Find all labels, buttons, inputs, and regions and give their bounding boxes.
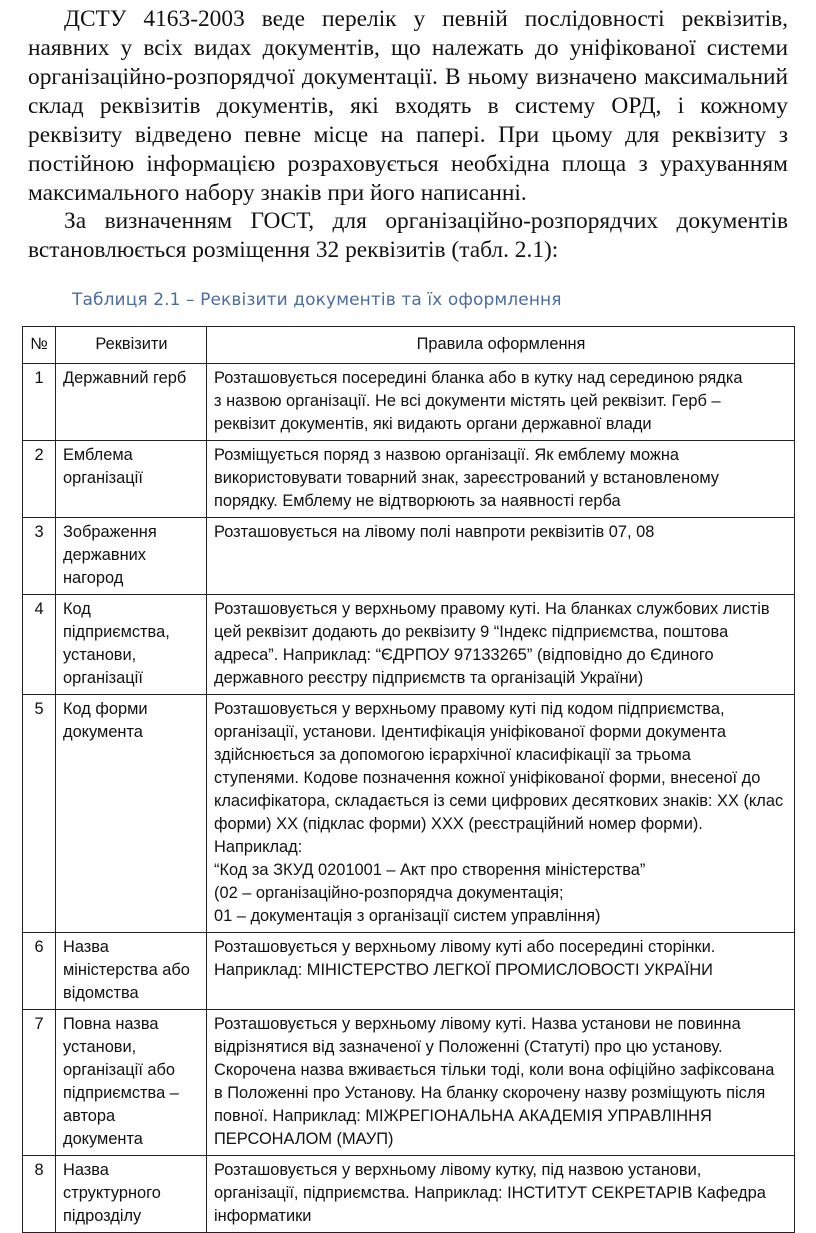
requisite-name: Назва структурного підрозділу — [56, 1156, 207, 1233]
row-number: 7 — [23, 1010, 56, 1156]
row-number: 6 — [23, 933, 56, 1010]
table-header-row — [23, 327, 795, 364]
table-row — [23, 595, 795, 695]
requisite-name: Повна назва установи, організації або підприємства – автора документа — [56, 1010, 207, 1156]
requisite-rule: Розташовується у верхньому лівому куті. Назва установи не повинна відрізнятися від зазначеної у Положенні (Статуті) про цю установу. Скорочена назва вживається тільки тоді, коли вона офіційно зафіксована в Положенні про Установу. На бланку скорочену назву розміщують після повної. Наприклад: МІЖРЕГІОНАЛЬНА АКАДЕМІЯ УПРАВЛІННЯ ПЕРСОНАЛОМ (МАУП) — [207, 1010, 795, 1156]
requisite-rule: Розташовується у верхньому правому куті. На бланках службових листів цей реквізит додають до реквізиту 9 “Індекс підприємства, поштова адреса”. Наприклад: “ЄДРПОУ 97133265” (відповідно до Єдиного державного реєстру підприємств та організацій України) — [207, 595, 795, 695]
gost-paragraph: За визначенням ГОСТ, для організаційно-розпорядчих документів встановлюється розміщення 32 реквізитів (табл. 2.1): — [28, 208, 788, 263]
table-row — [23, 695, 795, 933]
requisite-name: Код форми документа — [56, 695, 207, 933]
header-requisites: Реквізити — [56, 327, 207, 364]
table-row — [23, 933, 795, 1010]
table-row — [23, 441, 795, 518]
requisite-name: Назва міністерства або відомства — [56, 933, 207, 1010]
requisite-name: Код підприємства, установи, організації — [56, 595, 207, 695]
table-caption: Таблиця 2.1 – Реквізити документів та їх оформлення — [72, 290, 562, 310]
intro-paragraph: ДСТУ 4163-2003 веде перелік у певній послідовності реквізитів, наявних у всіх видах документів, що належать до уніфікованої системи організаційно-розпорядчої документації. В ньому визначено максимальний склад реквізитів документів, які входять в систему ОРД, і кожному реквізиту відведено певне місце на папері. При цьому для реквізиту з постійною інформацією розраховується необхідна площа з урахуванням максимального набору знаків при його написанні. — [28, 6, 788, 206]
row-number: 2 — [23, 441, 56, 518]
header-number: № — [23, 327, 56, 364]
table-row — [23, 1010, 795, 1156]
requisites-table — [22, 326, 795, 1233]
requisite-name: Емблема організації — [56, 441, 207, 518]
row-number: 8 — [23, 1156, 56, 1233]
row-number: 4 — [23, 595, 56, 695]
row-number: 3 — [23, 518, 56, 595]
requisite-rule: Розташовується на лівому полі навпроти реквізитів 07, 08 — [207, 518, 795, 595]
header-rules: Правила оформлення — [207, 327, 795, 364]
requisite-rule: Розташовується у верхньому правому куті під кодом підприємства, організації, установи. Ідентифікація уніфікованої форми документа здійснюється за допомогою ієрархічної класифікації за трьома ступенями. Кодове позначення кожної уніфікованої форми, внесеної до класифікатора, складається із семи цифрових десяткових знаків: XX (клас форми) XX (підклас форми) XXX (реєстраційний номер форми). Наприклад: “Код за ЗКУД 0201001 – Акт про створення міністерства” (02 – організаційно-розпорядча документація; 01 – документація з організації систем управління) — [207, 695, 795, 933]
requisite-rule: Розташовується у верхньому лівому кутку, під назвою установи, організації, підприємства. Наприклад: ІНСТИТУТ СЕКРЕТАРІВ Кафедра інформатики — [207, 1156, 795, 1233]
requisite-name: Зображення державних нагород — [56, 518, 207, 595]
requisite-rule: Розташовується у верхньому лівому куті або посередині сторінки. Наприклад: МІНІСТЕРСТВО ЛЕГКОЇ ПРОМИСЛОВОСТІ УКРАЇНИ — [207, 933, 795, 1010]
table-row — [23, 518, 795, 595]
table-row — [23, 364, 795, 441]
row-number: 1 — [23, 364, 56, 441]
table-row — [23, 1156, 795, 1233]
row-number: 5 — [23, 695, 56, 933]
requisite-rule: Розміщується поряд з назвою організації. Як емблему можна використовувати товарний знак, зареєстрований у встановленому порядку. Емблему не відтворюють за наявності герба — [207, 441, 795, 518]
requisite-name: Державний герб — [56, 364, 207, 441]
requisite-rule: Розташовується посередині бланка або в кутку над серединою рядка з назвою організації. Не всі документи містять цей реквізит. Герб – реквізит документів, які видають органи державної влади — [207, 364, 795, 441]
